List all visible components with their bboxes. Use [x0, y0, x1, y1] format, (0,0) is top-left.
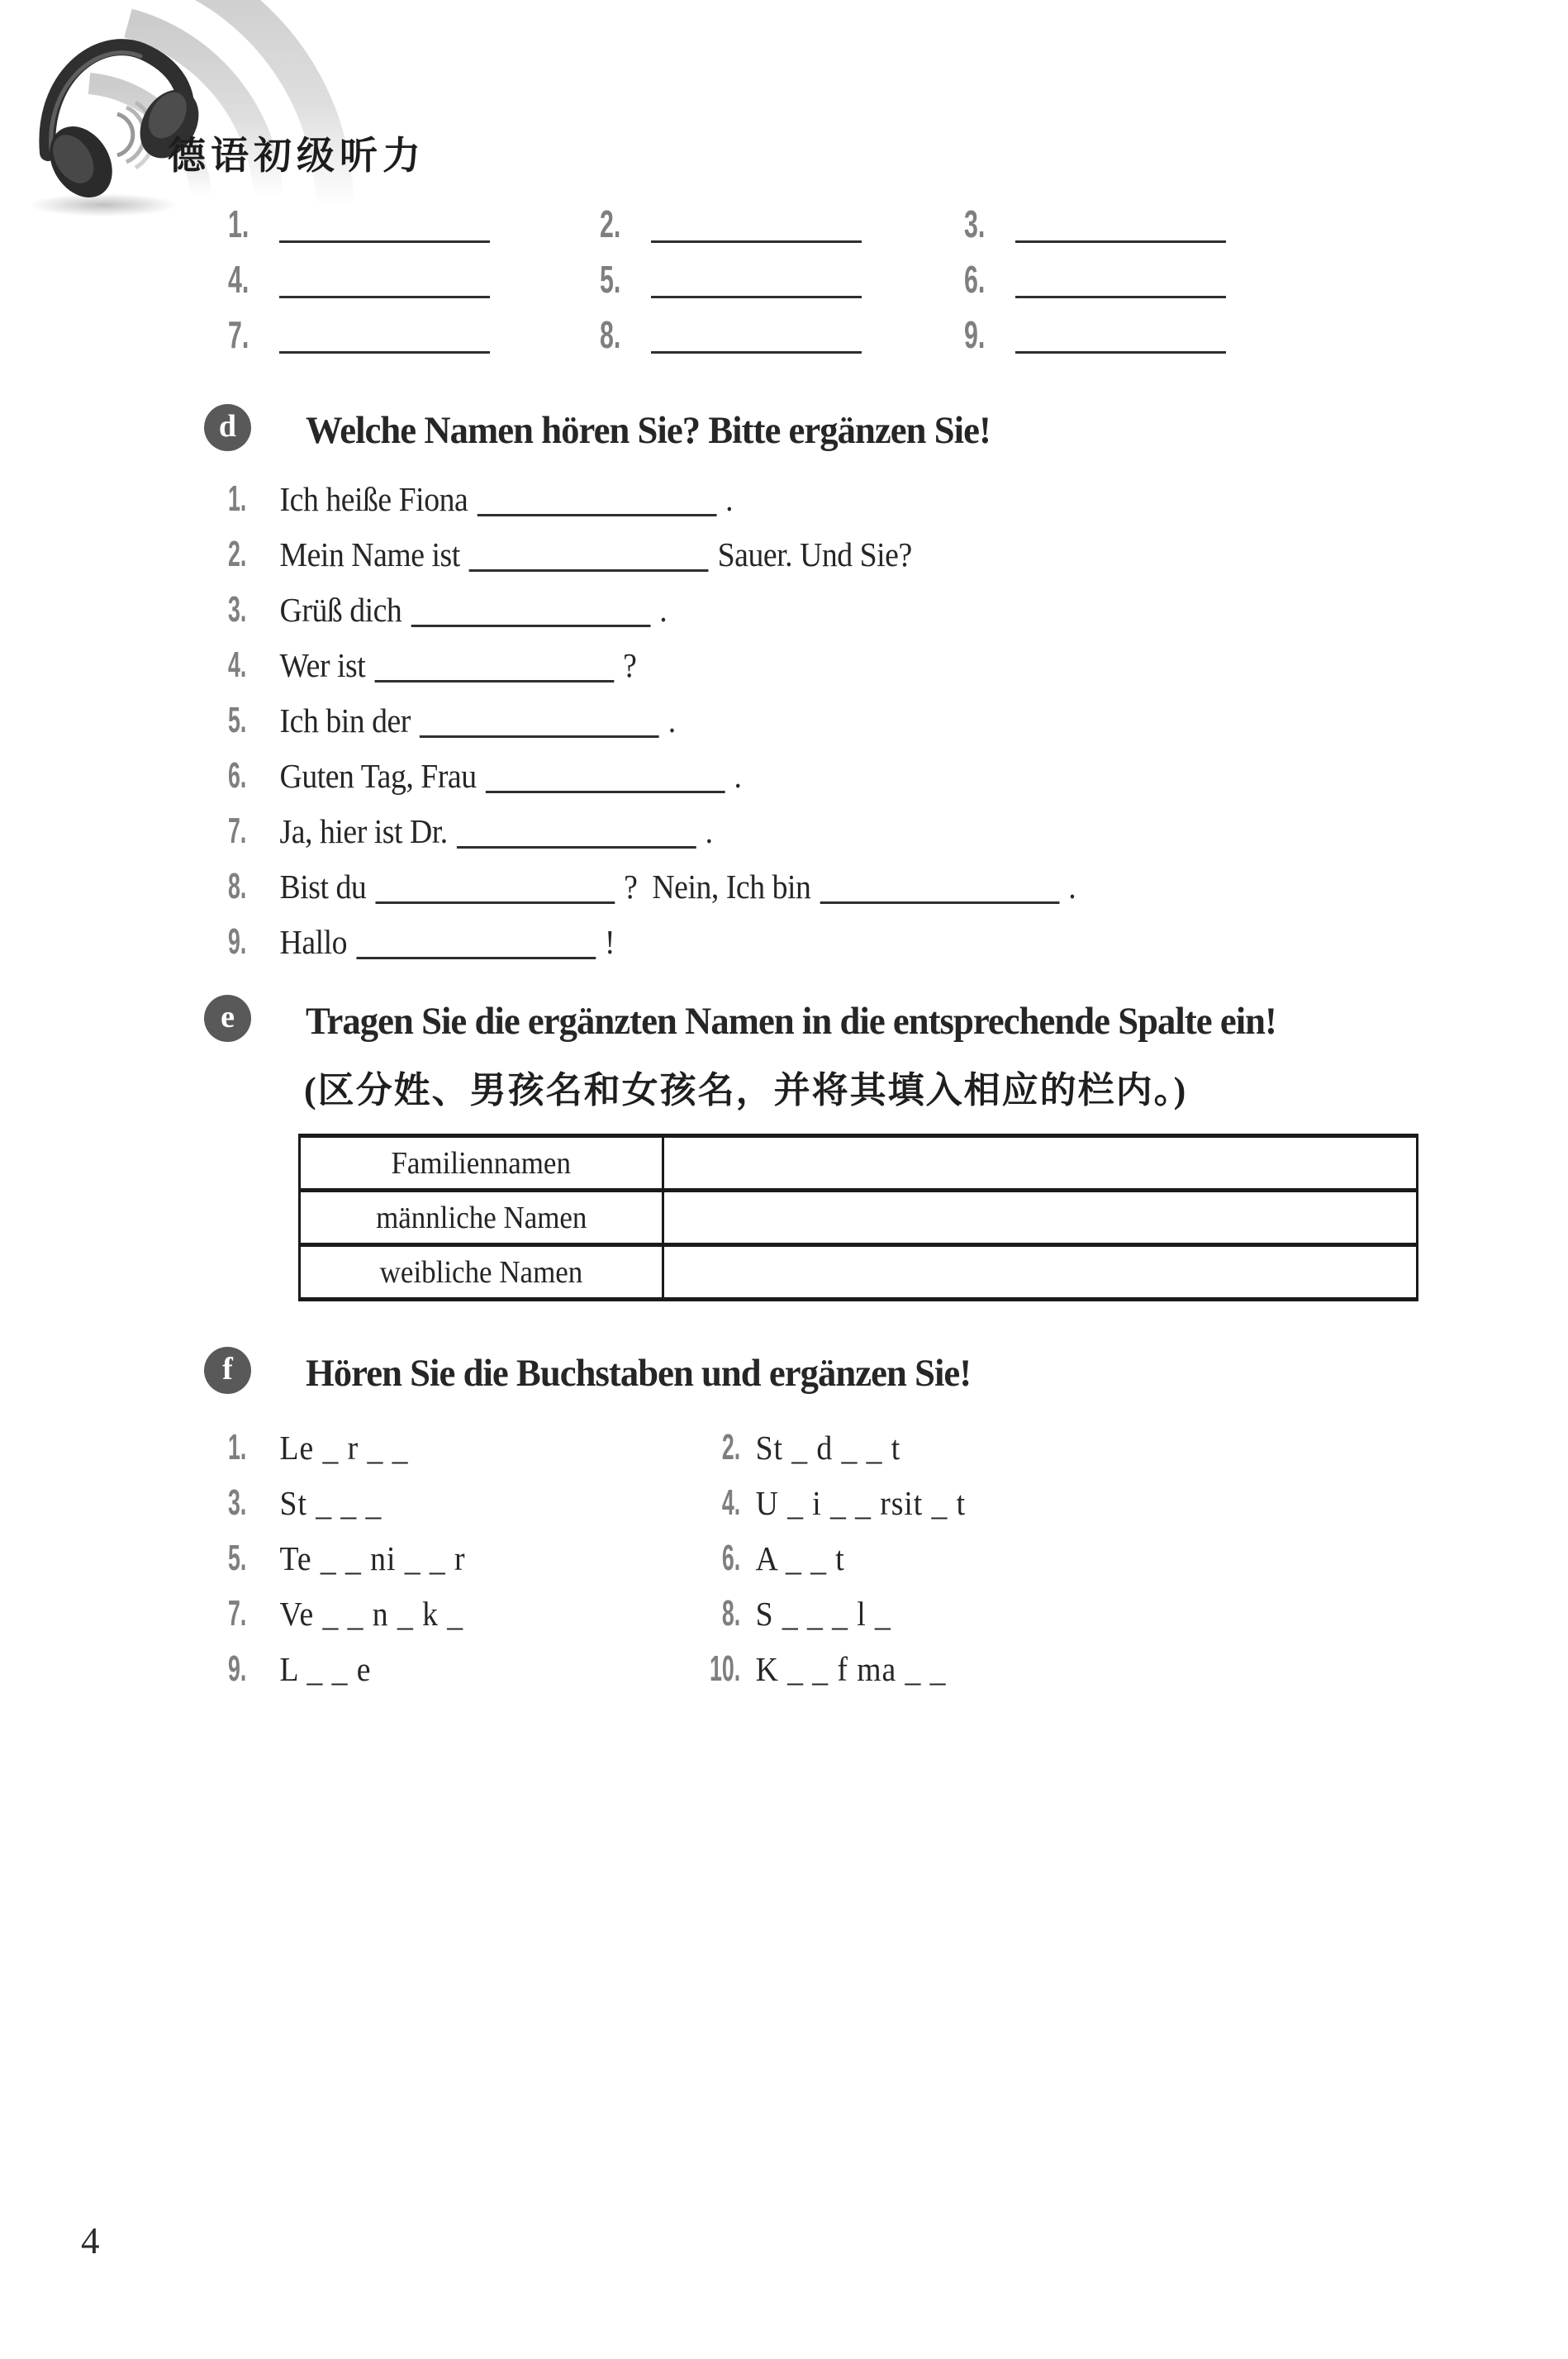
item-text: ?	[623, 646, 637, 684]
item-number: 7.	[228, 1593, 247, 1634]
section-d-title: Welche Namen hören Sie? Bitte ergänzen Sie!	[306, 409, 991, 452]
exercise-f-item	[676, 1420, 900, 1475]
exercise-d-item	[228, 748, 1368, 803]
item-number: 5.	[228, 700, 247, 740]
fill-in-blank-line	[469, 564, 709, 572]
table-answer-cell	[663, 1136, 1418, 1191]
exercise-f-item	[228, 1586, 463, 1641]
blank-number: 5.	[600, 258, 621, 301]
answer-blank-line	[651, 321, 862, 354]
exercise-f-item	[676, 1586, 891, 1641]
letter-fill-text: Te _ _ ni _ _ r	[279, 1539, 466, 1577]
table-row	[300, 1136, 1418, 1191]
blank-number: 8.	[600, 313, 621, 356]
fill-in-blank-line	[820, 896, 1059, 904]
item-text: Grüß dich	[279, 591, 402, 629]
fill-in-blank-line	[457, 840, 696, 849]
answer-blank-line	[1015, 210, 1226, 243]
fill-in-blank-line	[420, 730, 659, 738]
item-number: 2.	[228, 534, 247, 574]
item-text: .	[668, 702, 676, 740]
section-e-title: Tragen Sie die ergänzten Namen in die entsprechende Spalte ein!	[306, 1000, 1276, 1043]
answer-blank-cell	[228, 258, 490, 301]
letter-fill-text: St _ d _ _ t	[755, 1429, 901, 1467]
letter-fill-text: A _ _ t	[755, 1539, 845, 1577]
item-number: 10.	[710, 1648, 741, 1689]
exercise-d-item	[228, 692, 1368, 748]
blank-number: 6.	[964, 258, 986, 301]
item-number: 4.	[228, 644, 247, 685]
item-text: Ich heiße Fiona	[279, 480, 468, 518]
item-number: 1.	[228, 478, 247, 519]
exercise-d-item	[228, 471, 1368, 526]
letter-fill-text: L _ _ e	[279, 1650, 372, 1688]
item-number: 7.	[228, 811, 247, 851]
exercise-d-item	[228, 637, 1368, 692]
exercise-f-item	[676, 1530, 845, 1586]
fill-in-blank-line	[411, 619, 650, 627]
letter-fill-text: Ve _ _ n _ k _	[279, 1595, 463, 1633]
section-d-badge: d	[204, 404, 251, 451]
item-number: 8.	[721, 1593, 741, 1634]
table-label-cell	[300, 1245, 663, 1300]
page-number: 4	[81, 2220, 100, 2262]
exercise-d-item	[228, 526, 1368, 582]
item-text: Bist du	[279, 868, 367, 906]
answer-blank-line	[651, 210, 862, 243]
answer-blank-cell	[964, 202, 1226, 245]
section-e-subtitle: (区分姓、男孩名和女孩名，并将其填入相应的栏内。)	[304, 1070, 1188, 1111]
exercise-f-item	[228, 1530, 465, 1586]
fill-in-blank-line	[374, 674, 614, 682]
names-table	[298, 1134, 1418, 1301]
item-number: 4.	[721, 1482, 741, 1523]
answer-blank-cell	[600, 258, 862, 301]
section-f-badge: f	[204, 1347, 251, 1394]
blank-number: 4.	[228, 258, 249, 301]
fill-in-blank-line	[356, 951, 596, 959]
section-e-badge: e	[204, 995, 251, 1042]
answer-blank-line	[279, 265, 490, 298]
letter-fill-text: St _ _ _	[279, 1484, 382, 1522]
answer-blank-line	[1015, 265, 1226, 298]
item-text: .	[705, 812, 713, 850]
item-text: .	[734, 757, 742, 795]
table-row-label: Familiennamen	[391, 1145, 572, 1181]
answer-blank-line	[651, 265, 862, 298]
answer-blank-cell	[964, 313, 1226, 356]
answer-blank-line	[279, 210, 490, 243]
blank-number: 7.	[228, 313, 249, 356]
exercise-d-item	[228, 858, 1368, 914]
blank-number: 3.	[964, 202, 986, 245]
fill-in-blank-line	[375, 896, 615, 904]
blank-number: 9.	[964, 313, 986, 356]
answer-blank-cell	[228, 313, 490, 356]
item-text: Guten Tag, Frau	[279, 757, 477, 795]
answer-blank-cell	[600, 313, 862, 356]
fill-in-blank-line	[486, 785, 725, 793]
letter-fill-text: K _ _ f ma _ _	[755, 1650, 947, 1688]
answer-blank-cell	[964, 258, 1226, 301]
letter-fill-text: Le _ r _ _	[279, 1429, 409, 1467]
table-row-label: weibliche Namen	[379, 1254, 583, 1290]
item-number: 6.	[228, 755, 247, 796]
item-text: .	[659, 591, 668, 629]
headphones-shadow	[29, 193, 178, 216]
exercise-f-item	[228, 1641, 371, 1696]
section-f-title: Hören Sie die Buchstaben und ergänzen Sie!	[306, 1352, 972, 1395]
table-label-cell	[300, 1191, 663, 1245]
item-text: Sauer. Und Sie?	[717, 535, 912, 573]
answer-blank-cell	[228, 202, 490, 245]
exercise-f-item	[228, 1475, 382, 1530]
letter-fill-text: U _ i _ _ rsit _ t	[755, 1484, 967, 1522]
exercise-d-item	[228, 914, 1368, 969]
table-row	[300, 1245, 1418, 1300]
item-number: 6.	[721, 1538, 741, 1578]
item-number: 1.	[228, 1427, 247, 1467]
item-text: Ja, hier ist Dr.	[279, 812, 448, 850]
item-number: 8.	[228, 866, 247, 906]
item-number: 9.	[228, 1648, 247, 1689]
table-answer-cell	[663, 1191, 1418, 1245]
exercise-f-item	[676, 1641, 946, 1696]
item-text: !	[604, 923, 615, 961]
table-row-label: männliche Namen	[375, 1200, 587, 1235]
table-label-cell	[300, 1136, 663, 1191]
blank-number: 1.	[228, 202, 249, 245]
item-text: Ich bin der	[279, 702, 411, 740]
item-number: 5.	[228, 1538, 247, 1578]
exercise-f-item	[228, 1420, 408, 1475]
item-text: .	[725, 480, 734, 518]
exercise-f-item	[676, 1475, 966, 1530]
item-text: Mein Name ist	[279, 535, 460, 573]
table-answer-cell	[663, 1245, 1418, 1300]
answer-blank-line	[279, 321, 490, 354]
exercise-d-item	[228, 582, 1368, 637]
item-number: 3.	[228, 1482, 247, 1523]
item-text: .	[1068, 868, 1076, 906]
letter-fill-text: S _ _ _ l _	[755, 1595, 891, 1633]
answer-blank-cell	[600, 202, 862, 245]
book-title: 德语初级听力	[168, 135, 425, 177]
item-number: 9.	[228, 921, 247, 962]
item-text: Wer ist	[279, 646, 366, 684]
section-d-items	[228, 471, 1467, 969]
item-text: ? Nein, Ich bin	[624, 868, 811, 906]
answer-blank-line	[1015, 321, 1226, 354]
fill-in-blank-line	[477, 508, 716, 516]
table-row	[300, 1191, 1418, 1245]
exercise-d-item	[228, 803, 1368, 858]
item-text: Hallo	[279, 923, 348, 961]
item-number: 3.	[228, 589, 247, 630]
blank-number: 2.	[600, 202, 621, 245]
item-number: 2.	[721, 1427, 741, 1467]
